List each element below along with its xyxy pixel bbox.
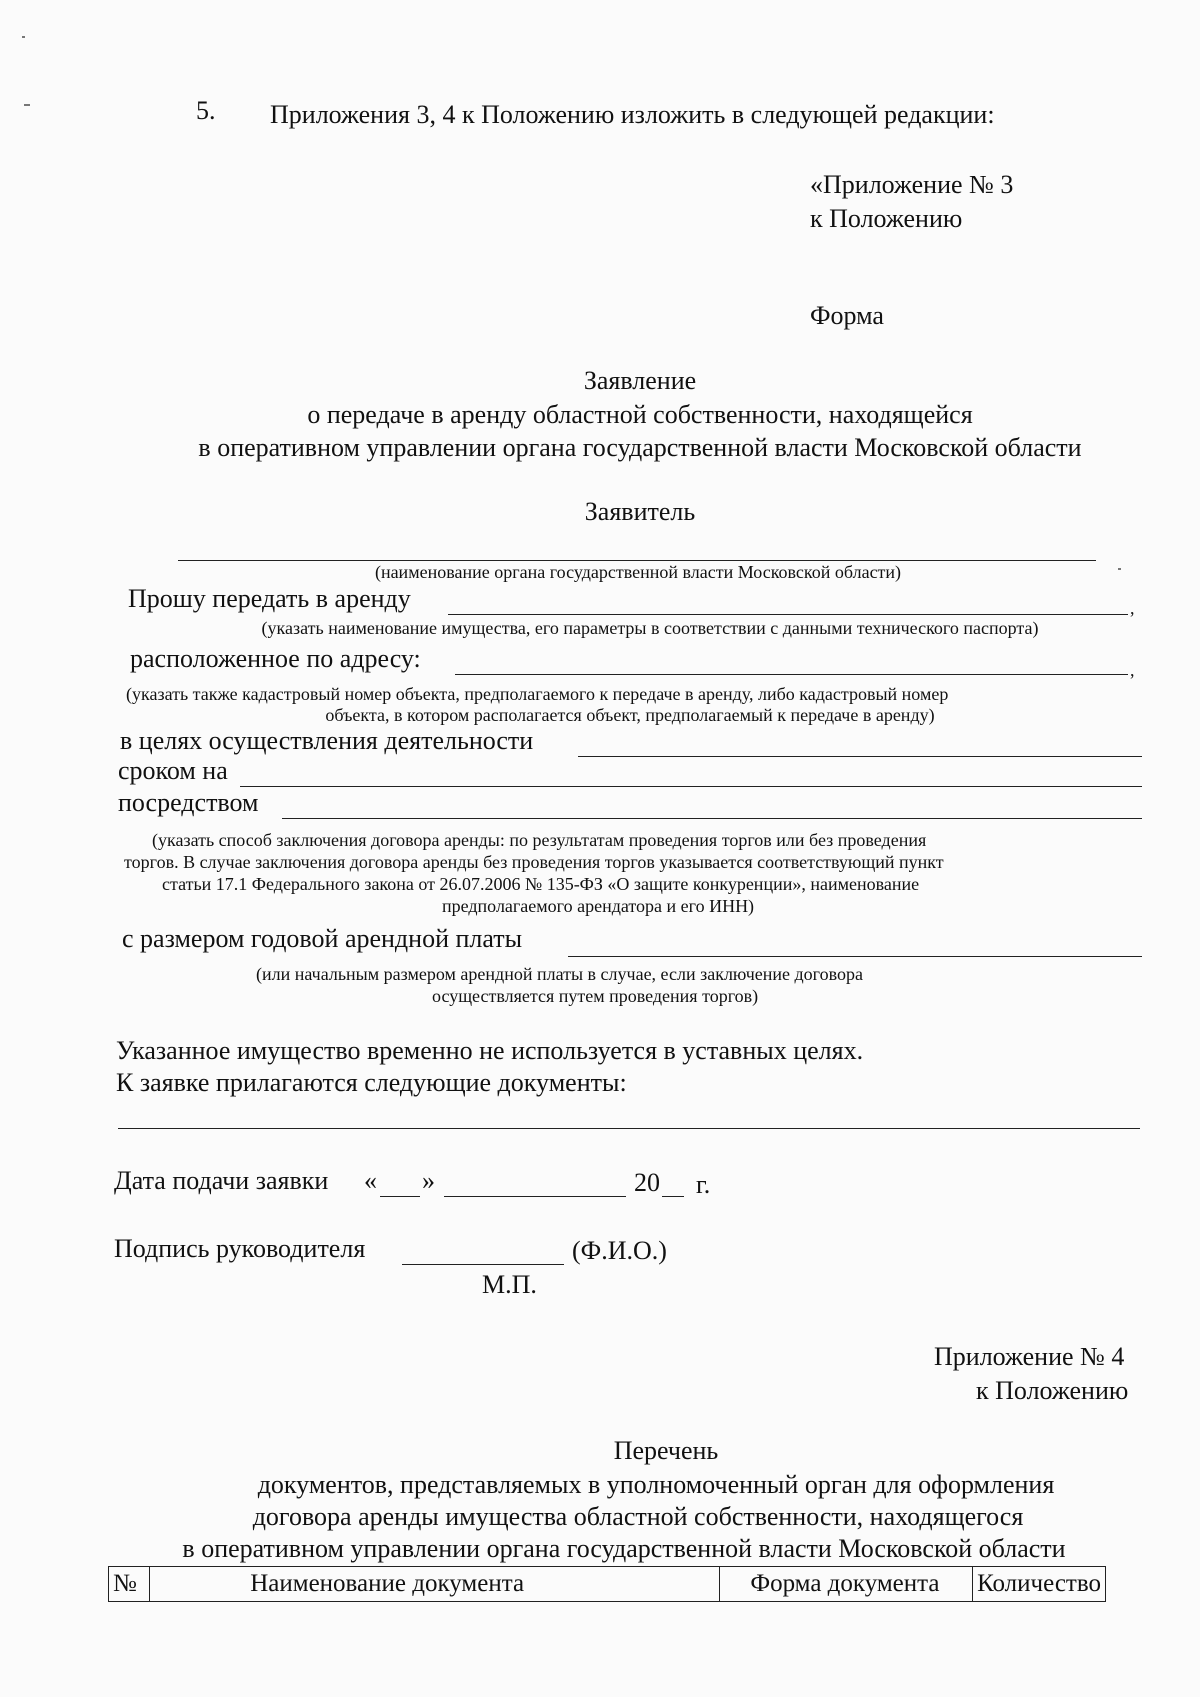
statement-line2: К заявке прилагаются следующие документы:: [116, 1068, 627, 1097]
signature-line: [402, 1264, 564, 1265]
applicant-label: Заявитель: [584, 497, 696, 526]
rent-request-line: [448, 614, 1128, 615]
term-label: сроком на: [118, 756, 228, 785]
date-year-suffix: г.: [696, 1170, 711, 1199]
rent-fee-line: [568, 956, 1142, 957]
date-label: Дата подачи заявки: [114, 1166, 329, 1195]
purpose-label: в целях осуществления деятельности: [120, 726, 534, 755]
scan-speck: [22, 36, 25, 38]
list-subtitle-line3: в оперативном управлении органа государственной власти Московской области: [182, 1534, 1066, 1563]
date-open-quote: «: [364, 1166, 377, 1195]
address-label: расположенное по адресу:: [130, 644, 421, 673]
list-subtitle-line1: документов, представляемых в уполномоченный орган для оформления: [257, 1470, 1055, 1499]
rent-fee-hint-line2: осуществляется путем проведения торгов): [432, 986, 759, 1006]
appendix4-ref-line2: к Положению: [976, 1376, 1129, 1405]
documents-table: [108, 1566, 1106, 1602]
item-text: Приложения 3, 4 к Положению изложить в следующей редакции:: [270, 100, 995, 129]
application-subtitle-line1: о передаче в аренду областной собственности, находящейся: [307, 400, 973, 429]
means-hint-line2: торгов. В случае заключения договора аренды без проведения торгов указывается соответствующий пункт: [124, 852, 944, 872]
table-header-document-name: Наименование документа: [150, 1567, 720, 1602]
address-hint-line1: (указать также кадастровый номер объекта, предполагаемого к передаче в аренду, либо кадастровый номер: [126, 684, 949, 704]
address-line: [455, 674, 1128, 675]
means-hint-line4: предполагаемого арендатора и его ИНН): [442, 896, 755, 916]
purpose-line: [578, 756, 1142, 757]
appendix4-ref-line1: Приложение № 4: [934, 1342, 1125, 1371]
date-month-line: [444, 1196, 626, 1197]
scan-speck: [1118, 568, 1121, 570]
statement-line1: Указанное имущество временно не используется в уставных целях.: [116, 1036, 864, 1065]
signature-fio: (Ф.И.О.): [572, 1236, 667, 1265]
means-label: посредством: [118, 788, 259, 817]
list-title: Перечень: [613, 1436, 719, 1465]
application-subtitle-line2: в оперативном управлении органа государственной власти Московской области: [198, 433, 1082, 462]
form-label: Форма: [810, 301, 884, 330]
table-header-number: №: [109, 1567, 150, 1602]
means-line: [282, 818, 1142, 819]
documents-line: [118, 1128, 1140, 1129]
application-title: Заявление: [583, 366, 697, 395]
signature-label: Подпись руководителя: [114, 1234, 366, 1263]
comma-mark: ,: [1130, 660, 1135, 680]
date-year-line: [662, 1196, 684, 1197]
term-line: [240, 786, 1142, 787]
rent-fee-label: с размером годовой арендной платы: [122, 924, 523, 953]
date-close-quote: »: [422, 1166, 435, 1195]
scan-speck: [24, 104, 30, 106]
appendix3-ref-line1: «Приложение № 3: [810, 170, 1014, 199]
comma-mark: ,: [1130, 598, 1135, 618]
applicant-line: [178, 560, 1096, 561]
rent-fee-hint-line1: (или начальным размером арендной платы в случае, если заключение договора: [256, 964, 863, 984]
table-header-quantity: Количество: [973, 1567, 1106, 1602]
means-hint-line3: статьи 17.1 Федерального закона от 26.07.2006 № 135-ФЗ «О защите конкуренции», наименование: [162, 874, 920, 894]
rent-request-hint: (указать наименование имущества, его параметры в соответствии с данными технического паспорта): [261, 618, 1039, 638]
list-subtitle-line2: договора аренды имущества областной собственности, находящегося: [252, 1502, 1024, 1531]
applicant-hint: (наименование органа государственной власти Московской области): [374, 562, 902, 582]
table-header-row: [109, 1567, 1106, 1602]
table-header-document-form: Форма документа: [720, 1567, 973, 1602]
rent-request-label: Прошу передать в аренду: [128, 584, 411, 613]
date-year: 20: [634, 1168, 660, 1197]
item-number: 5.: [196, 96, 216, 125]
address-hint-line2: объекта, в котором располагается объект, предполагаемый к передаче в аренду): [325, 705, 935, 725]
means-hint-line1: (указать способ заключения договора аренды: по результатам проведения торгов или без проведения: [152, 830, 927, 850]
date-day-line: [380, 1196, 420, 1197]
appendix3-ref-line2: к Положению: [810, 204, 963, 233]
stamp-label: М.П.: [482, 1270, 537, 1299]
